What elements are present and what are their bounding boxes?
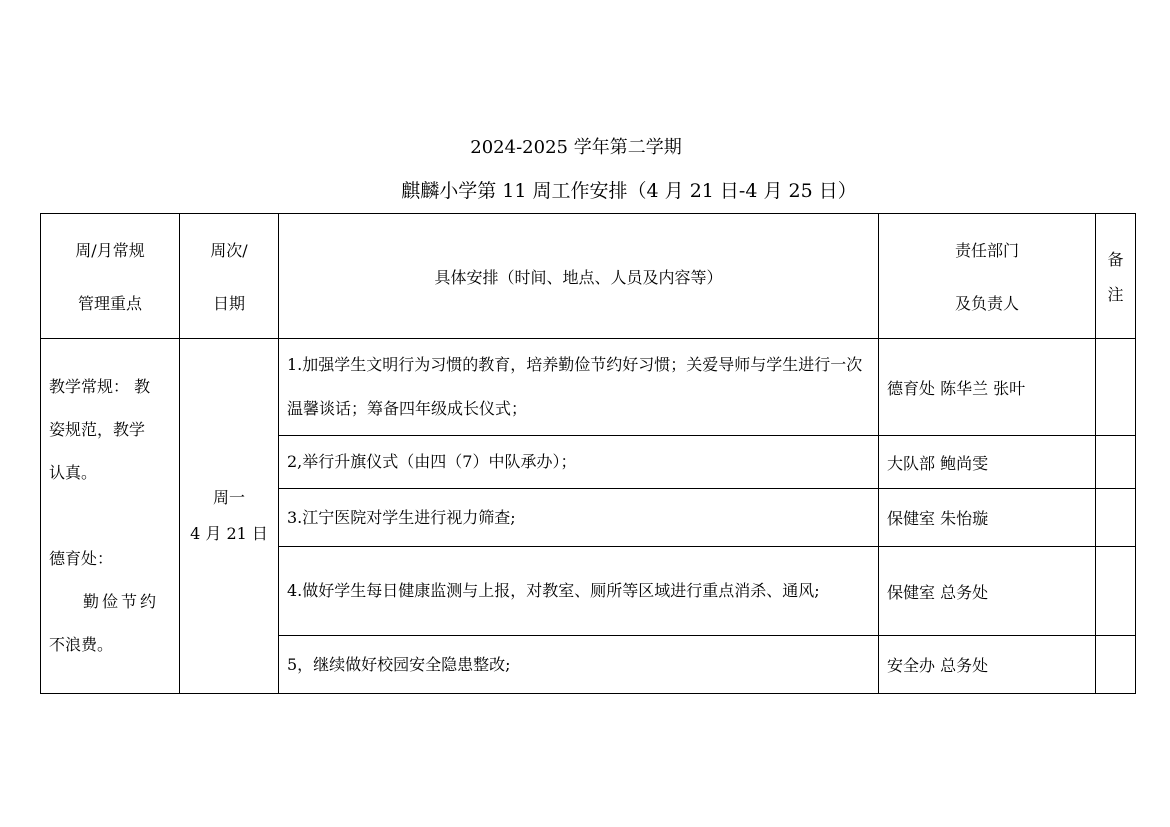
document-title-schedule: 麒麟小学第 11 周工作安排（4 月 21 日-4 月 25 日） — [401, 180, 857, 202]
header-week-line1: 周次/ — [210, 241, 248, 260]
header-responsible-line2: 及负责人 — [954, 294, 1019, 313]
header-arrangement: 具体安排（时间、地点、人员及内容等） — [279, 214, 879, 339]
management-focus-cell — [41, 339, 180, 694]
dept-cell: 保健室 朱怡璇 — [879, 489, 1096, 547]
note-cell — [1096, 436, 1136, 489]
dept-cell: 安全办 总务处 — [879, 636, 1096, 694]
day-label: 周一 — [212, 488, 245, 507]
focus-line: 德育处： — [49, 549, 114, 568]
date-label: 4 月 21 日 — [190, 524, 268, 543]
dept-cell: 大队部 鲍尚雯 — [879, 436, 1096, 489]
header-focus-line2: 管理重点 — [77, 294, 142, 313]
focus-line: 姿规范，教学 — [49, 420, 146, 439]
table-header-row — [41, 214, 1136, 339]
header-responsible — [879, 214, 1096, 339]
header-focus — [41, 214, 180, 339]
day-date-cell — [180, 339, 279, 694]
task-cell: 3.江宁医院对学生进行视力筛查; — [279, 489, 879, 547]
focus-line: 不浪费。 — [49, 635, 114, 654]
focus-line: 认真。 — [49, 463, 98, 482]
focus-line: 教学常规： 教 — [49, 377, 151, 396]
header-notes-line2: 注 — [1107, 285, 1124, 304]
header-responsible-line1: 责任部门 — [954, 241, 1019, 260]
focus-line: 勤俭节约 — [83, 592, 160, 611]
header-notes-line1: 备 — [1107, 250, 1124, 269]
table-row — [41, 339, 1136, 436]
dept-cell: 保健室 总务处 — [879, 547, 1096, 636]
task-cell: 4.做好学生每日健康监测与上报，对教室、厕所等区域进行重点消杀、通风; — [279, 547, 879, 636]
header-week-line2: 日期 — [212, 294, 245, 313]
header-focus-line1: 周/月常规 — [75, 241, 145, 260]
note-cell — [1096, 489, 1136, 547]
dept-cell: 德育处 陈华兰 张叶 — [879, 339, 1096, 436]
header-notes — [1096, 214, 1136, 339]
note-cell — [1096, 636, 1136, 694]
note-cell — [1096, 339, 1136, 436]
schedule-table — [40, 213, 1136, 694]
note-cell — [1096, 547, 1136, 636]
document-title-term: 2024-2025 学年第二学期 — [470, 137, 682, 158]
task-cell: 2,举行升旗仪式（由四（7）中队承办）； — [279, 436, 879, 489]
header-week — [180, 214, 279, 339]
task-cell: 5，继续做好校园安全隐患整改; — [279, 636, 879, 694]
task-cell: 1.加强学生文明行为习惯的教育，培养勤俭节约好习惯；关爱导师与学生进行一次温馨谈话；筹备四年级成长仪式； — [279, 339, 879, 436]
